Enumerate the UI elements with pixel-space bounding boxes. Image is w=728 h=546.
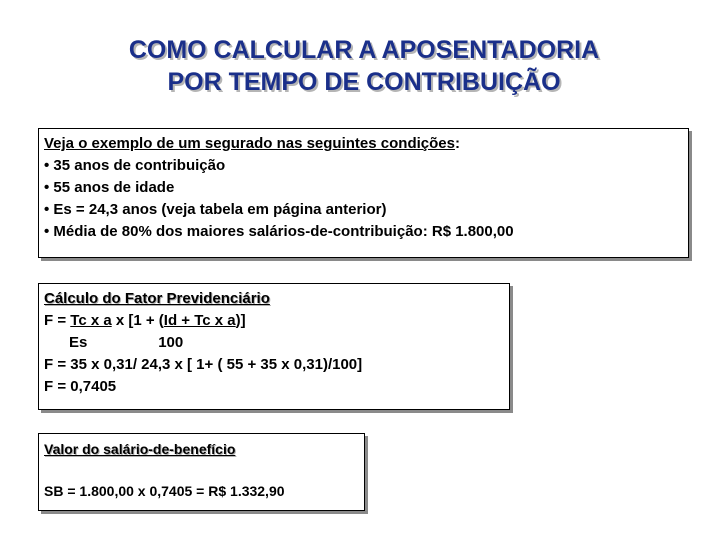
example-heading-suffix: : (454, 135, 460, 152)
formula-denominators: Es 100 (44, 334, 184, 351)
beneficio-calculation: SB = 1.800,00 x 0,7405 = R$ 1.332,90 (44, 483, 285, 499)
formula-prefix: F = (44, 312, 71, 329)
fator-result: F = 0,7405 (44, 378, 117, 395)
title-line-1: COMO CALCULAR A APOSENTADORIA (128, 36, 600, 64)
spacer (44, 460, 359, 480)
fator-heading: Cálculo do Fator Previdenciário (44, 290, 270, 307)
example-heading-text: Veja o exemplo de um segurado nas seguintes condições (44, 135, 455, 152)
fator-box (38, 283, 510, 410)
example-item: • Média de 80% dos maiores salários-de-contribuição: R$ 1.800,00 (44, 223, 514, 240)
title-line-2: POR TEMPO DE CONTRIBUIÇÃO (167, 68, 561, 96)
formula-end: )] (235, 312, 246, 329)
beneficio-heading: Valor do salário-de-benefício (44, 441, 236, 457)
fator-formula (44, 310, 504, 332)
formula-numerator-1: Tc x a (70, 312, 112, 329)
example-item: • Es = 24,3 anos (veja tabela em página anterior) (44, 201, 387, 218)
example-item: • 35 anos de contribuição (44, 157, 226, 174)
page-title (0, 34, 728, 98)
formula-middle: x [1 + ( (111, 312, 164, 329)
example-item: • 55 anos de idade (44, 179, 175, 196)
fator-calculation: F = 35 x 0,31/ 24,3 x [ 1+ ( 55 + 35 x 0,31)/100] (44, 356, 363, 373)
beneficio-box (38, 433, 365, 511)
example-heading (44, 133, 683, 155)
formula-numerator-2: Id + Tc x a (163, 312, 236, 329)
example-box (38, 128, 689, 258)
